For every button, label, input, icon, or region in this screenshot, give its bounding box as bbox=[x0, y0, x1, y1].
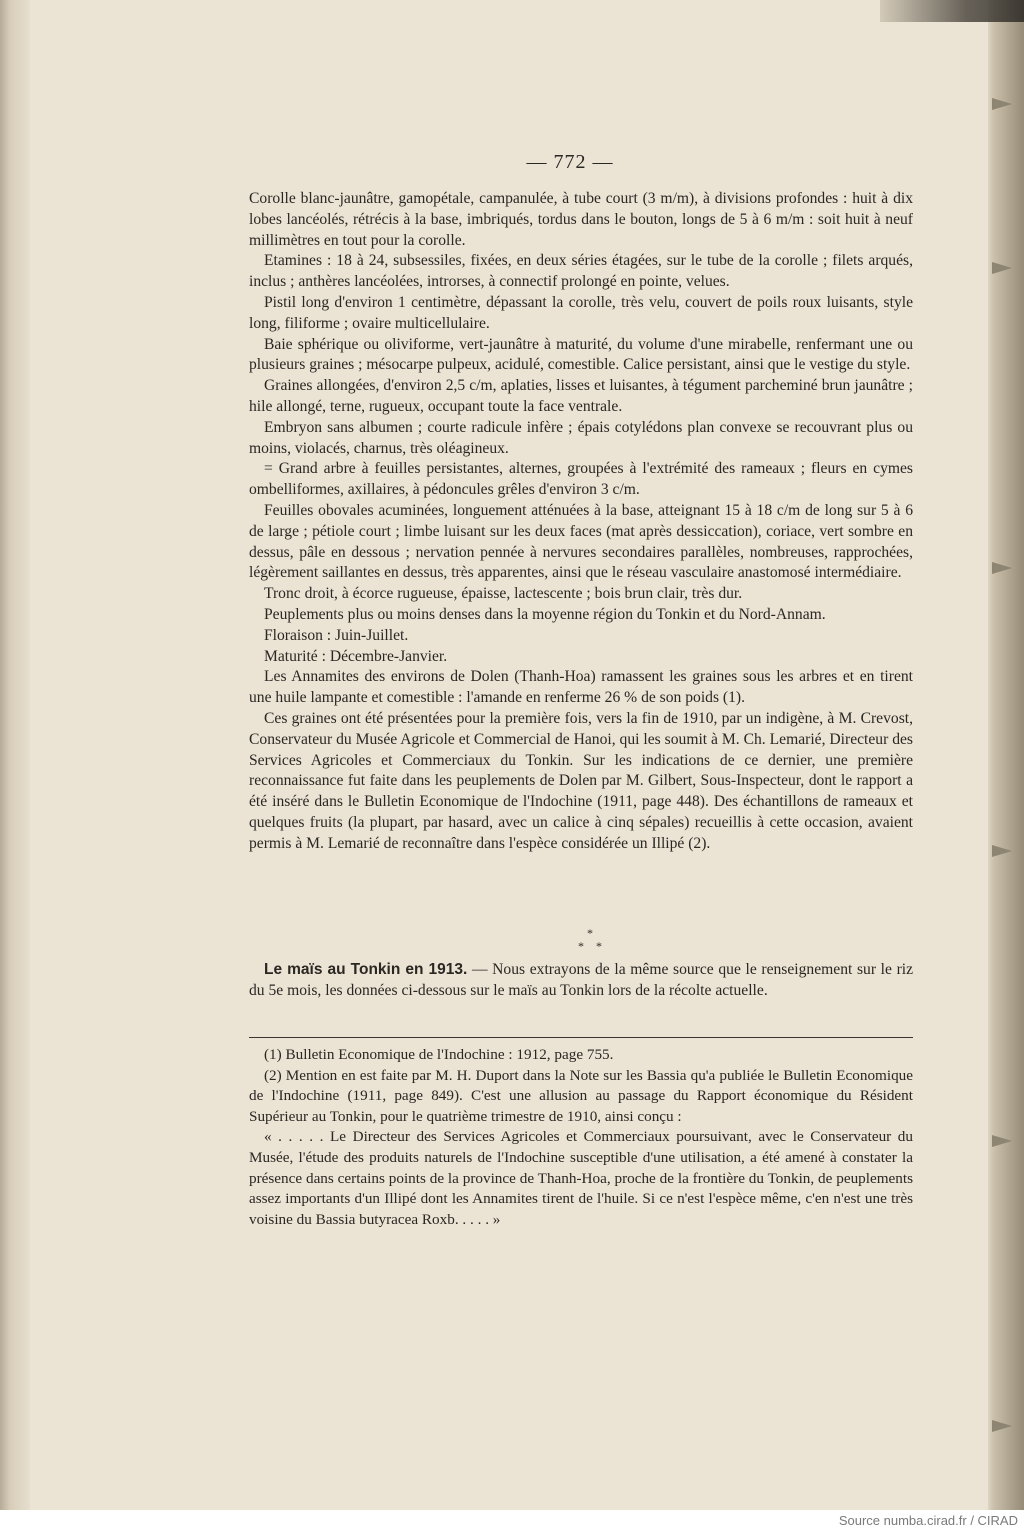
paragraph: Les Annamites des environs de Dolen (Thanh-Hoa) ramassent les graines sous les arbres et en tirent une huile lampante et comestible : l'amande en renferme 26 % de son poids (1). bbox=[249, 668, 913, 707]
page-tab-marker bbox=[992, 1420, 1012, 1432]
paragraph: Graines allongées, d'environ 2,5 c/m, aplaties, lisses et luisantes, à tégument parcheminé brun jaunâtre ; hile allongé, terne, rugueux, occupant toute la face ventrale. bbox=[249, 377, 913, 415]
page-tab-marker bbox=[992, 262, 1012, 274]
footnote-quote: « . . . . . Le Directeur des Services Agricoles et Commerciaux poursuivant, avec le Conservateur du Musée, l'étude des produits naturels de l'Indochine susceptible d'une utilisation, a été amené à constater la présence dans certains points de la province de Thanh-Hoa, proche de la frontière du Tonkin, de peuplements assez importants d'un Illipé dont les Annamites tirent de l'huile. Si ce n'est l'espèce même, c'en n'est une très voisine du Bassia butyracea Roxb. . . . . » bbox=[249, 1128, 913, 1228]
paragraph: Feuilles obovales acuminées, longuement atténuées à la base, atteignant 15 à 18 c/m de long sur 5 à 6 de large ; pétiole court ; limbe luisant sur les deux faces (mat après dessiccation), coriace, vert sombre en dessus, pâle en dessous ; nervation pennée à nervures secondaires parallèles, nombreuses, rapprochées, légèrement saillantes en dessus, très apparentes, ainsi que le réseau vasculaire anastomosé intermédiaire. bbox=[249, 501, 913, 582]
asterism-star: * bbox=[587, 926, 593, 940]
footnote-divider bbox=[249, 1037, 913, 1038]
page-tab-marker bbox=[992, 562, 1012, 574]
footnotes bbox=[249, 1045, 913, 1230]
paragraph: Baie sphérique ou oliviforme, vert-jaunâtre à maturité, du volume d'une mirabelle, renfermant une ou plusieurs graines ; mésocarpe pulpeux, acidulé, comestible. Calice persistant, ainsi que le vestige du style. bbox=[249, 335, 913, 374]
section-text: — Nous extrayons de la même source que le renseignement sur le riz du 5e mois, les données ci-dessous sur le maïs au Tonkin lors de la récolte actuelle. bbox=[249, 961, 914, 999]
paragraph: Tronc droit, à écorce rugueuse, épaisse, lactescente ; bois brun clair, très dur. bbox=[264, 585, 743, 603]
paragraph: Pistil long d'environ 1 centimètre, dépassant la corolle, très velu, couvert de poils roux luisants, style long, filiforme ; ovaire multicellulaire. bbox=[249, 293, 913, 332]
paragraph: Ces graines ont été présentées pour la première fois, vers la fin de 1910, par un indigène, à M. Crevost, Conservateur du Musée Agricole et Commercial de Hanoi, qui les soumit à M. Ch. Lemarié, Directeur des Services Agricoles et Commerciaux du Tonkin. Sur les indications de ce dernier, une première reconnaissance fut faite dans les peuplements de Dolen par M. Gilbert, Sous-Inspecteur, dont le rapport a été inséré dans le Bulletin Economique de l'Indochine (1911, page 448). Des échantillons de rameaux et quelques fruits (la plupart, par hasard, avec un calice à cinq sépales) recueillis à cette occasion, avaient permis à M. Lemarié de reconnaître dans l'espèce considérée un Illipé (2). bbox=[249, 709, 913, 852]
paragraph: = Grand arbre à feuilles persistantes, alternes, groupées à l'extrémité des rameaux ; fleurs en cymes ombelliformes, axillaires, à pédoncules grêles d'environ 3 c/m. bbox=[249, 460, 913, 499]
page-edge-right bbox=[988, 0, 1024, 1510]
paragraph: Corolle blanc-jaunâtre, gamopétale, campanulée, à tube court (3 m/m), à divisions profondes : huit à dix lobes lancéolés, rétrécis à la base, imbriqués, tordus dans le bouton, longs de 5 à 6 m/m : soit huit à neuf millimètres en tout pour la corolle. bbox=[249, 190, 913, 249]
paragraph: Etamines : 18 à 24, subsessiles, fixées, en deux séries étagées, sur le tube de la corolle ; filets arqués, inclus ; anthères lancéolées, introrses, à connectif prolongé en pointe, velues. bbox=[249, 252, 913, 291]
section-paragraph bbox=[249, 960, 913, 1002]
body-text bbox=[249, 189, 913, 855]
asterism-row bbox=[560, 940, 620, 953]
source-credit: Source numba.cirad.fr / CIRAD bbox=[838, 1513, 1018, 1528]
section-title: Le maïs au Tonkin en 1913. bbox=[264, 961, 468, 978]
paragraph: Maturité : Décembre-Janvier. bbox=[264, 647, 448, 665]
paragraph: Embryon sans albumen ; courte radicule infère ; épais cotylédons plan convexe se recouvrant plus ou moins, violacés, charnus, très oléagineux. bbox=[249, 418, 913, 457]
page-edge-left bbox=[0, 0, 30, 1510]
paragraph: Floraison : Juin-Juillet. bbox=[264, 626, 409, 644]
page-tab-marker bbox=[992, 98, 1012, 110]
asterism bbox=[560, 927, 620, 957]
section-mais bbox=[249, 960, 913, 1002]
page-tab-marker bbox=[992, 1135, 1012, 1147]
book-binding bbox=[880, 0, 1024, 22]
page-number: — 772 — bbox=[526, 151, 614, 173]
paragraph: Peuplements plus ou moins denses dans la moyenne région du Tonkin et du Nord-Annam. bbox=[264, 605, 826, 623]
asterism-star: * bbox=[578, 939, 584, 953]
footnote: (2) Mention en est faite par M. H. Duport dans la Note sur les Bassia qu'a publiée le Bulletin Economique de l'Indochine (1911, page 849). C'est une allusion au passage du Rapport économique du Résident Supérieur au Tonkin, pour le quatrième trimestre de 1910, ainsi conçu : bbox=[249, 1066, 913, 1125]
page-tab-marker bbox=[992, 845, 1012, 857]
footnote: (1) Bulletin Economique de l'Indochine : 1912, page 755. bbox=[264, 1046, 614, 1063]
asterism-star: * bbox=[596, 939, 602, 953]
